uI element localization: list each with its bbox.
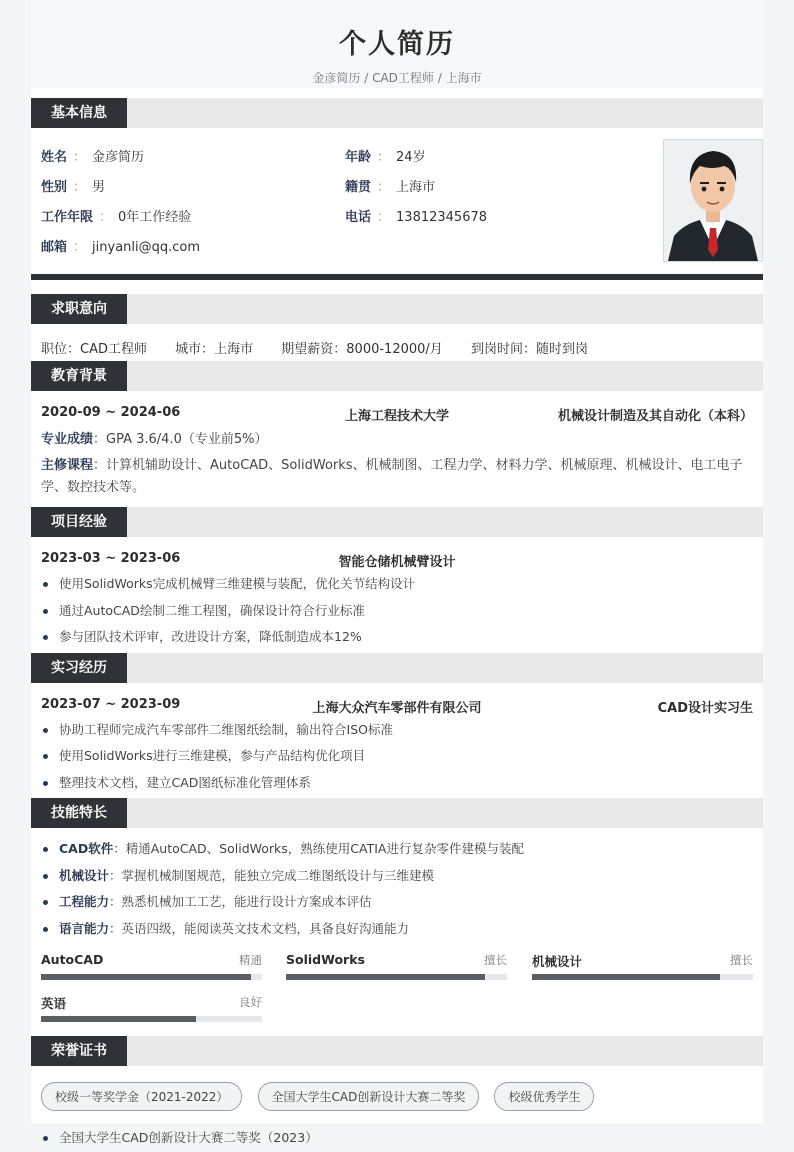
project-name: 智能仓储机械臂设计: [338, 555, 456, 570]
skill-bar-track: [532, 974, 753, 980]
info-colon: ：: [73, 180, 87, 195]
list-item: [41, 889, 753, 916]
intent-salary: 期望薪资：8000-12000/月: [281, 342, 443, 357]
info-phone: [345, 206, 487, 225]
skill-bar-fill: [532, 974, 720, 980]
resume-page: [31, 0, 763, 1145]
basic-info: [31, 128, 763, 266]
list-item: 通过AutoCAD绘制二维工程图，确保设计符合行业标准: [41, 598, 753, 625]
skill-text: ：英语四级，能阅读英文技术文档，具备良好沟通能力: [109, 920, 410, 936]
section-header-skills: [31, 798, 763, 828]
section-title-internship: 实习经历: [31, 653, 127, 683]
skill-bar-english: [41, 994, 262, 1022]
section-header-basic: [31, 98, 763, 128]
list-item: [41, 836, 753, 863]
honor-pill: 校级一等奖学金（2021-2022）: [41, 1082, 242, 1111]
skill-bar-track: [41, 974, 262, 980]
honors-list: [31, 1125, 763, 1152]
section-title-basic: 基本信息: [31, 98, 127, 128]
info-years: [41, 206, 191, 225]
section-header-honors: [31, 1036, 763, 1066]
list-item: 协助工程师完成汽车零部件二维图纸绘制，输出符合ISO标准: [41, 717, 753, 744]
avatar-illustration: [664, 140, 762, 261]
skill-bar-mechanical: [532, 952, 753, 980]
info-label: 邮箱: [41, 240, 68, 255]
info-label: 姓名: [41, 150, 68, 165]
internship-company: 上海大众汽车零部件有限公司: [312, 700, 482, 716]
section-header-education: [31, 361, 763, 391]
skill-bar-track: [41, 1016, 262, 1022]
education-courses: [31, 453, 763, 501]
internship-list: [31, 717, 763, 797]
page-title: 个人简历: [339, 29, 455, 60]
honor-pill: 全国大学生CAD创新设计大赛二等奖: [258, 1082, 480, 1111]
info-label: 工作年限: [41, 210, 94, 225]
skill-bar-level: 精通: [239, 953, 262, 967]
info-colon: ：: [73, 150, 87, 165]
section-title-intent: 求职意向: [31, 294, 127, 324]
info-label: 年龄: [345, 150, 372, 165]
courses-value: ：计算机辅助设计、AutoCAD、SolidWorks、机械制图、工程力学、材料力学、机械原理、机械设计、电工电子学、数控技术等。: [41, 458, 743, 495]
courses-label: 主修课程: [41, 458, 94, 473]
info-label: 电话: [345, 210, 372, 225]
info-value: 上海市: [396, 180, 436, 195]
skill-label: 机械设计: [59, 867, 110, 883]
education-period: 2020-09 ~ 2024-06: [41, 405, 181, 420]
skill-text: ：精通AutoCAD、SolidWorks，熟练使用CATIA进行复杂零件建模与装配: [113, 841, 524, 856]
info-value: jinyanli@qq.com: [92, 240, 201, 255]
section-title-honors: 荣誉证书: [31, 1036, 127, 1066]
internship-period: 2023-07 ~ 2023-09: [41, 696, 181, 712]
info-value: 0年工作经验: [118, 210, 192, 225]
skill-bar-name: SolidWorks: [286, 952, 365, 967]
info-gender: [41, 176, 105, 195]
list-item: [41, 863, 753, 890]
section-header-internship: [31, 653, 763, 683]
skills-list: [31, 836, 763, 942]
avatar: [663, 139, 763, 262]
info-colon: ：: [73, 240, 87, 255]
section-header-intent: [31, 294, 763, 324]
skill-bar-name: 机械设计: [532, 954, 583, 969]
skill-bar-fill: [41, 974, 251, 980]
list-item: 使用SolidWorks完成机械臂三维建模与装配，优化关节结构设计: [41, 571, 753, 598]
skill-bar-autocad: [41, 952, 262, 980]
info-origin: [345, 176, 435, 195]
info-value: 13812345678: [396, 210, 488, 225]
info-colon: ：: [377, 210, 391, 225]
section-title-education: 教育背景: [31, 361, 127, 391]
info-value: 男: [92, 180, 106, 195]
project-list: [31, 571, 763, 651]
list-item: 参与团队技术评审，改进设计方案，降低制造成本12%: [41, 624, 753, 651]
skill-bars: [31, 952, 763, 1036]
skill-bar-fill: [286, 974, 485, 980]
page-subtitle: 金彦简历 / CAD工程师 / 上海市: [312, 71, 482, 85]
education-major: 机械设计制造及其自动化（本科）: [557, 409, 753, 424]
internship-row: [31, 691, 763, 717]
skill-bar-name: 英语: [41, 996, 67, 1011]
skill-text: ：熟悉机械加工工艺，能进行设计方案成本评估: [109, 894, 372, 909]
info-age: [345, 146, 426, 165]
list-item: 全国大学生CAD创新设计大赛二等奖（2023）: [41, 1125, 753, 1152]
list-item: 使用SolidWorks进行三维建模，参与产品结构优化项目: [41, 743, 753, 770]
info-colon: ：: [377, 150, 391, 165]
skill-bar-fill: [41, 1016, 196, 1022]
intent-city: 城市：上海市: [175, 342, 254, 357]
section-divider: [31, 274, 763, 280]
info-label: 籍贯: [345, 180, 372, 195]
section-header-project: [31, 507, 763, 537]
internship-role: CAD设计实习生: [657, 700, 753, 716]
education-gpa: [31, 427, 763, 453]
gpa-value: ：GPA 3.6/4.0（专业前5%）: [93, 432, 268, 447]
skill-bar-level: 擅长: [484, 953, 507, 967]
skill-label: 语言能力: [59, 920, 110, 936]
project-period: 2023-03 ~ 2023-06: [41, 551, 181, 566]
skill-bar-solidworks: [286, 952, 507, 980]
list-item: 整理技术文档，建立CAD图纸标准化管理体系: [41, 770, 753, 797]
section-title-project: 项目经验: [31, 507, 127, 537]
info-colon: ：: [99, 210, 113, 225]
education-school: 上海工程技术大学: [344, 409, 449, 424]
intent-start: 到岗时间：随时到岗: [470, 342, 588, 357]
info-email: [41, 236, 200, 255]
job-intent: [31, 324, 763, 359]
skill-bar-level: 擅长: [730, 953, 753, 967]
education-row: [31, 399, 763, 425]
skill-text: ：掌握机械制图规范，能独立完成二维图纸设计与三维建模: [109, 867, 435, 883]
info-colon: ：: [377, 180, 391, 195]
info-value: 金彦简历: [92, 150, 145, 165]
skill-bar-level: 良好: [239, 995, 262, 1009]
list-item: [41, 916, 753, 943]
skill-bar-track: [286, 974, 507, 980]
info-name: [41, 146, 144, 165]
honor-pill: 校级优秀学生: [494, 1082, 594, 1111]
skill-label: CAD软件: [59, 841, 114, 856]
info-label: 性别: [41, 180, 68, 195]
honor-pills: [31, 1066, 763, 1111]
intent-position: 职位：CAD工程师: [41, 342, 147, 357]
info-value: 24岁: [396, 150, 426, 165]
resume-header: [31, 0, 763, 88]
section-title-skills: 技能特长: [31, 798, 127, 828]
project-row: [31, 545, 763, 571]
skill-label: 工程能力: [59, 894, 110, 909]
gpa-label: 专业成绩: [41, 432, 94, 447]
skill-bar-name: AutoCAD: [41, 952, 104, 967]
